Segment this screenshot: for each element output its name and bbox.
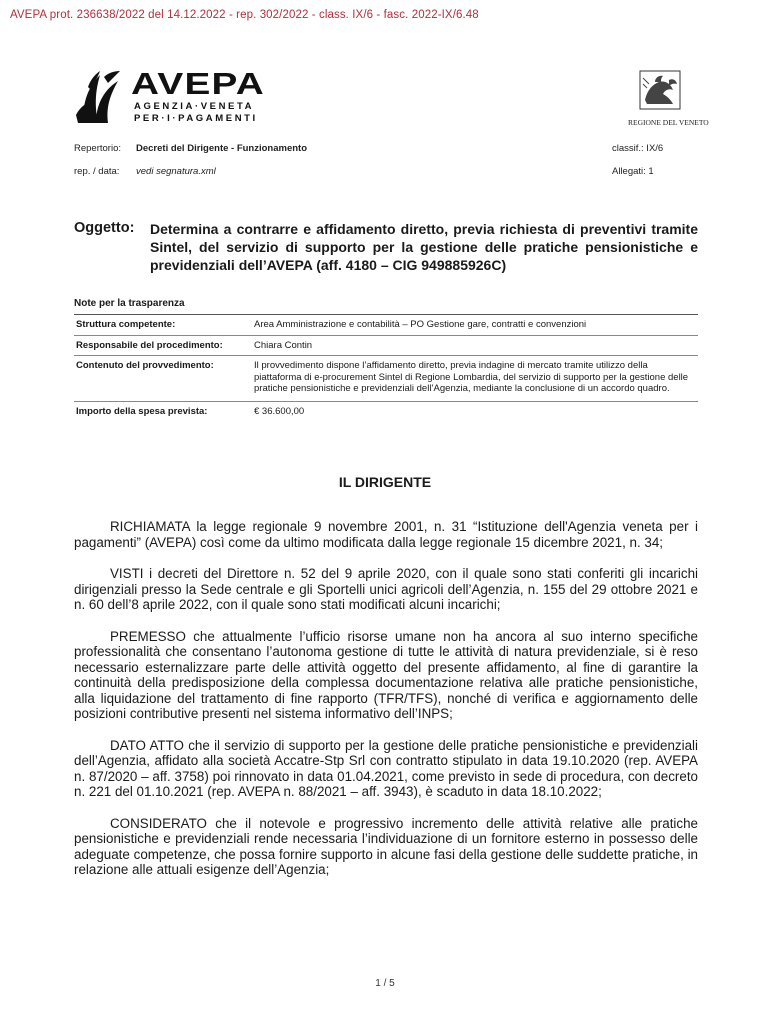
page-number: 1 / 5	[375, 978, 395, 989]
note-value: Area Amministrazione e contabilità – PO Gestione gare, contratti e convenzioni	[254, 319, 587, 330]
body-paragraph: DATO ATTO che il servizio di supporto per la gestione delle pratiche pensionistiche e previdenziali dell’Agenzia, affidato alla società Accatre-Stp Srl con contratto stipulato in data 19.10.2020 (rep. AVEPA n. 87/2020 – aff. 3758) poi rinnovato in data 01.04.2021, come previsto in sede di procedura, con decreto n. 221 del 01.10.2021 (rep. AVEPA n. 88/2021 – aff. 3943), è scaduto in data 18.10.2022;	[74, 737, 698, 799]
document-body	[74, 519, 698, 894]
avepa-logo-icon	[74, 67, 126, 125]
lion-emblem-icon	[639, 70, 681, 110]
note-row	[74, 315, 698, 336]
oggetto-label: Oggetto:	[74, 220, 135, 236]
repertorio-value	[136, 143, 307, 154]
note-value: € 36.600,00	[254, 405, 305, 417]
classif-value: classif.: IX/6	[612, 143, 664, 154]
transparency-notes	[74, 298, 698, 421]
note-row	[74, 336, 698, 357]
avepa-subtitle-1: AGENZIA·VENETA	[134, 101, 255, 112]
body-paragraph: CONSIDERATO che il notevole e progressivo incremento delle attività relative alle pratiche pensionistiche e previdenziali rende necessaria l’individuazione di un fornitore esterno in possesso delle adeguate competenze, che possa fornire supporto in alcune fasi della gestione delle suddette pratiche, in relazione alle attuali esigenze dell’Agenzia;	[74, 815, 698, 877]
regione-veneto-logo	[628, 70, 709, 127]
repertorio-value-text: Decreti del Dirigente - Funzionamento	[136, 143, 308, 154]
body-paragraph: PREMESSO che attualmente l’ufficio risorse umane non ha ancora al suo interno specifiche professionalità che consentano l’autonoma gestione di tutte le attività di natura previdenziale, si è reso necessario esternalizzare parte delle attività oggetto del presente affidamento, al fine di garantire la continuità della predisposizione della complessa documentazione relativa alle pratiche pensionistiche, alla liquidazione del trattamento di fine rapporto (TFR/TFS), nonché di verifica e aggiornamento delle posizioni contributive presenti nel sistema informativo dell’INPS;	[74, 628, 698, 721]
avepa-subtitle-2: PER·I·PAGAMENTI	[134, 113, 258, 124]
body-paragraph: RICHIAMATA la legge regionale 9 novembre 2001, n. 31 “Istituzione dell'Agenzia veneta per i pagamenti” (AVEPA) così come da ultimo modificata dalla legge regionale 15 dicembre 2021, n. 34;	[74, 519, 698, 550]
oggetto-text: Determina a contrarre e affidamento diretto, previa richiesta di preventivi tramite Sintel, del servizio di supporto per la gestione delle pratiche pensionistiche e previdenziali dell’AVEPA (aff. 4180 – CIG 949885926C)	[150, 221, 698, 273]
note-key: Responsabile del procedimento:	[76, 339, 223, 351]
note-key: Contenuto del provvedimento:	[76, 360, 214, 371]
repdata-value	[136, 166, 216, 177]
repertorio-label: Repertorio:	[74, 143, 121, 154]
section-heading: IL DIRIGENTE	[338, 474, 432, 490]
protocol-stamp: AVEPA prot. 236638/2022 del 14.12.2022 - rep. 302/2022 - class. IX/6 - fasc. 2022-IX/6.48	[10, 9, 479, 21]
avepa-wordmark: AVEPA	[131, 66, 266, 101]
regione-veneto-name: REGIONE DEL VENETO	[628, 118, 709, 127]
note-value: Il provvedimento dispone l’affidamento diretto, previa indagine di mercato tramite utilizzo della piattaforma di e-procurement Sintel di Regione Lombardia, del servizio di supporto per la gestione delle pratiche pensionistiche e previdenziali dell’Agenzia, mediante la conclusione di un accordo quadro.	[254, 360, 689, 394]
note-key: Importo della spesa prevista:	[76, 405, 208, 417]
note-row	[74, 402, 698, 422]
note-row	[74, 356, 698, 402]
repdata-value-text: vedi segnatura.xml	[136, 166, 216, 177]
repdata-label: rep. / data:	[74, 166, 120, 177]
allegati-value: Allegati: 1	[612, 166, 654, 177]
body-paragraph: VISTI i decreti del Direttore n. 52 del 9 aprile 2020, con il quale sono stati conferiti gli incarichi dirigenziali presso la Sede centrale e gli Sportelli unici agricoli dell’Agenzia, n. 155 del 29 ottobre 2021 e n. 60 dell’8 aprile 2022, con il quale sono stati modificati alcuni incarichi;	[74, 566, 698, 612]
transparency-notes-title: Note per la trasparenza	[74, 298, 698, 315]
note-key: Struttura competente:	[76, 319, 176, 330]
note-value: Chiara Contin	[254, 339, 313, 351]
